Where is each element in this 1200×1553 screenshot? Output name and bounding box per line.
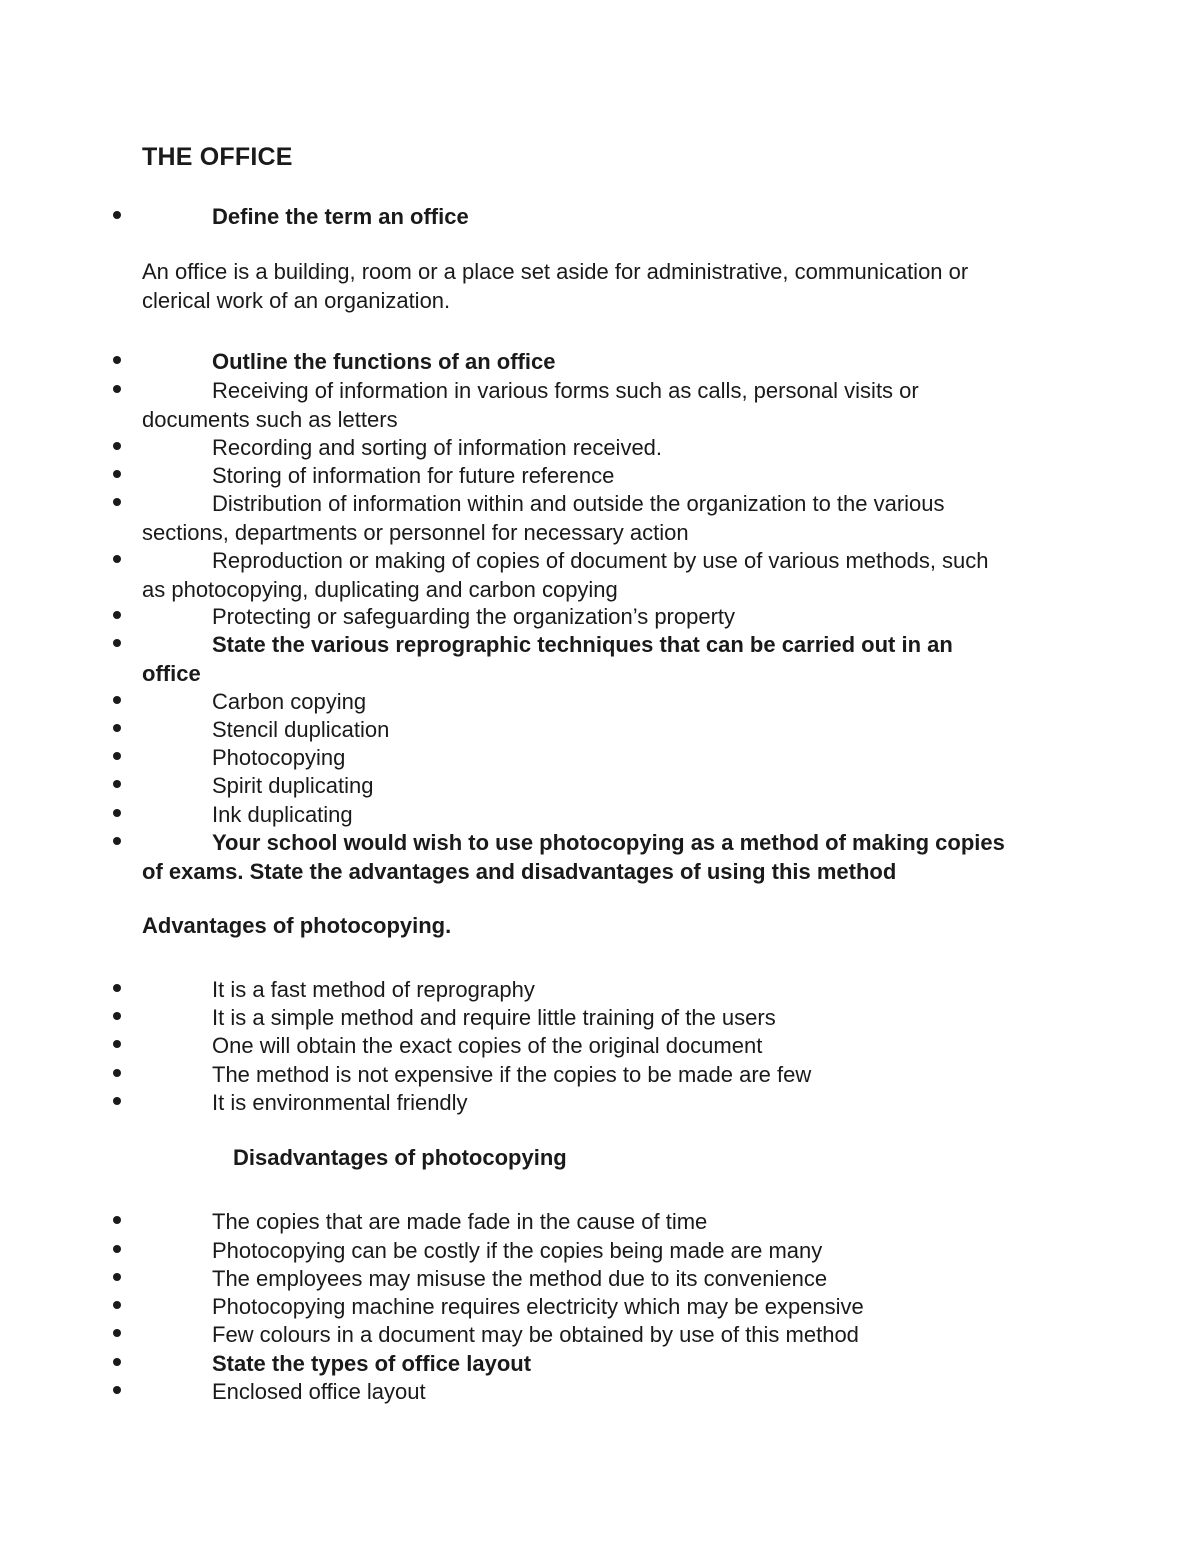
bullet-icon	[113, 1040, 121, 1048]
bullet-icon	[113, 555, 121, 563]
list-item-text: It is a fast method of reprography	[212, 977, 535, 1002]
disadvantages-heading: Disadvantages of photocopying	[233, 1145, 567, 1170]
list-item-text: Distribution of information within and outside the organization to the various	[212, 491, 945, 516]
list-item-text: It is a simple method and require little training of the users	[212, 1005, 776, 1030]
list-item-text: Photocopying	[212, 745, 346, 770]
list-item-text: Spirit duplicating	[212, 773, 374, 798]
list-item-text: Receiving of information in various forms such as calls, personal visits or	[212, 378, 919, 403]
list-item-text: Few colours in a document may be obtained by use of this method	[212, 1322, 859, 1347]
list-item-text-continued: documents such as letters	[142, 406, 398, 432]
list-item-text: Recording and sorting of information received.	[212, 435, 663, 460]
bullet-icon	[113, 1358, 121, 1366]
list-item-text-continued: as photocopying, duplicating and carbon copying	[142, 576, 618, 602]
question-text: Your school would wish to use photocopying as a method of making copies	[212, 830, 1005, 855]
list-item-text: Reproduction or making of copies of document by use of various methods, such	[212, 548, 989, 573]
question-text: State the types of office layout	[212, 1351, 532, 1376]
list-item-text: One will obtain the exact copies of the original document	[212, 1033, 763, 1058]
bullet-icon	[113, 1097, 121, 1105]
bullet-icon	[113, 1386, 121, 1394]
bullet-icon	[113, 1012, 121, 1020]
advantages-heading: Advantages of photocopying.	[142, 913, 452, 938]
list-item-text: Protecting or safeguarding the organization’s property	[212, 604, 736, 629]
bullet-icon	[113, 696, 121, 704]
list-item-text: Storing of information for future reference	[212, 463, 615, 488]
definition-line: clerical work of an organization.	[142, 287, 451, 313]
bullet-icon	[113, 1069, 121, 1077]
definition-line: An office is a building, room or a place set aside for administrative, communication or	[142, 259, 969, 284]
question-text: State the various reprographic techniques that can be carried out in an	[212, 632, 953, 657]
question-text: Outline the functions of an office	[212, 349, 556, 374]
list-item-text: It is environmental friendly	[212, 1090, 468, 1115]
bullet-icon	[113, 356, 121, 364]
list-item-text: Photocopying machine requires electricity which may be expensive	[212, 1294, 864, 1319]
bullet-icon	[113, 984, 121, 992]
list-item-text: Photocopying can be costly if the copies being made are many	[212, 1238, 823, 1263]
bullet-icon	[113, 780, 121, 788]
page-title: THE OFFICE	[142, 143, 293, 171]
list-item-text: Enclosed office layout	[212, 1379, 426, 1404]
list-item-text: Carbon copying	[212, 689, 367, 714]
bullet-icon	[113, 1245, 121, 1253]
bullet-icon	[113, 611, 121, 619]
list-item-text: Ink duplicating	[212, 802, 353, 827]
bullet-icon	[113, 724, 121, 732]
list-item-text: The copies that are made fade in the cause of time	[212, 1209, 708, 1234]
bullet-icon	[113, 1329, 121, 1337]
bullet-icon	[113, 442, 121, 450]
bullet-icon	[113, 1273, 121, 1281]
list-item-text: The employees may misuse the method due to its convenience	[212, 1266, 828, 1291]
list-item-text-continued: sections, departments or personnel for necessary action	[142, 519, 689, 545]
question-text: Define the term an office	[212, 204, 469, 229]
bullet-icon	[113, 639, 121, 647]
bullet-icon	[113, 837, 121, 845]
list-item-text: The method is not expensive if the copies to be made are few	[212, 1062, 812, 1087]
question-text-continued: of exams. State the advantages and disadvantages of using this method	[142, 858, 897, 884]
bullet-icon	[113, 470, 121, 478]
definition-paragraph	[142, 258, 968, 315]
bullet-icon	[113, 809, 121, 817]
bullet-icon	[113, 211, 121, 219]
bullet-icon	[113, 1216, 121, 1224]
bullet-icon	[113, 752, 121, 760]
list-item-text: Stencil duplication	[212, 717, 390, 742]
bullet-icon	[113, 385, 121, 393]
question-text-continued: office	[142, 660, 201, 686]
bullet-icon	[113, 498, 121, 506]
bullet-icon	[113, 1301, 121, 1309]
